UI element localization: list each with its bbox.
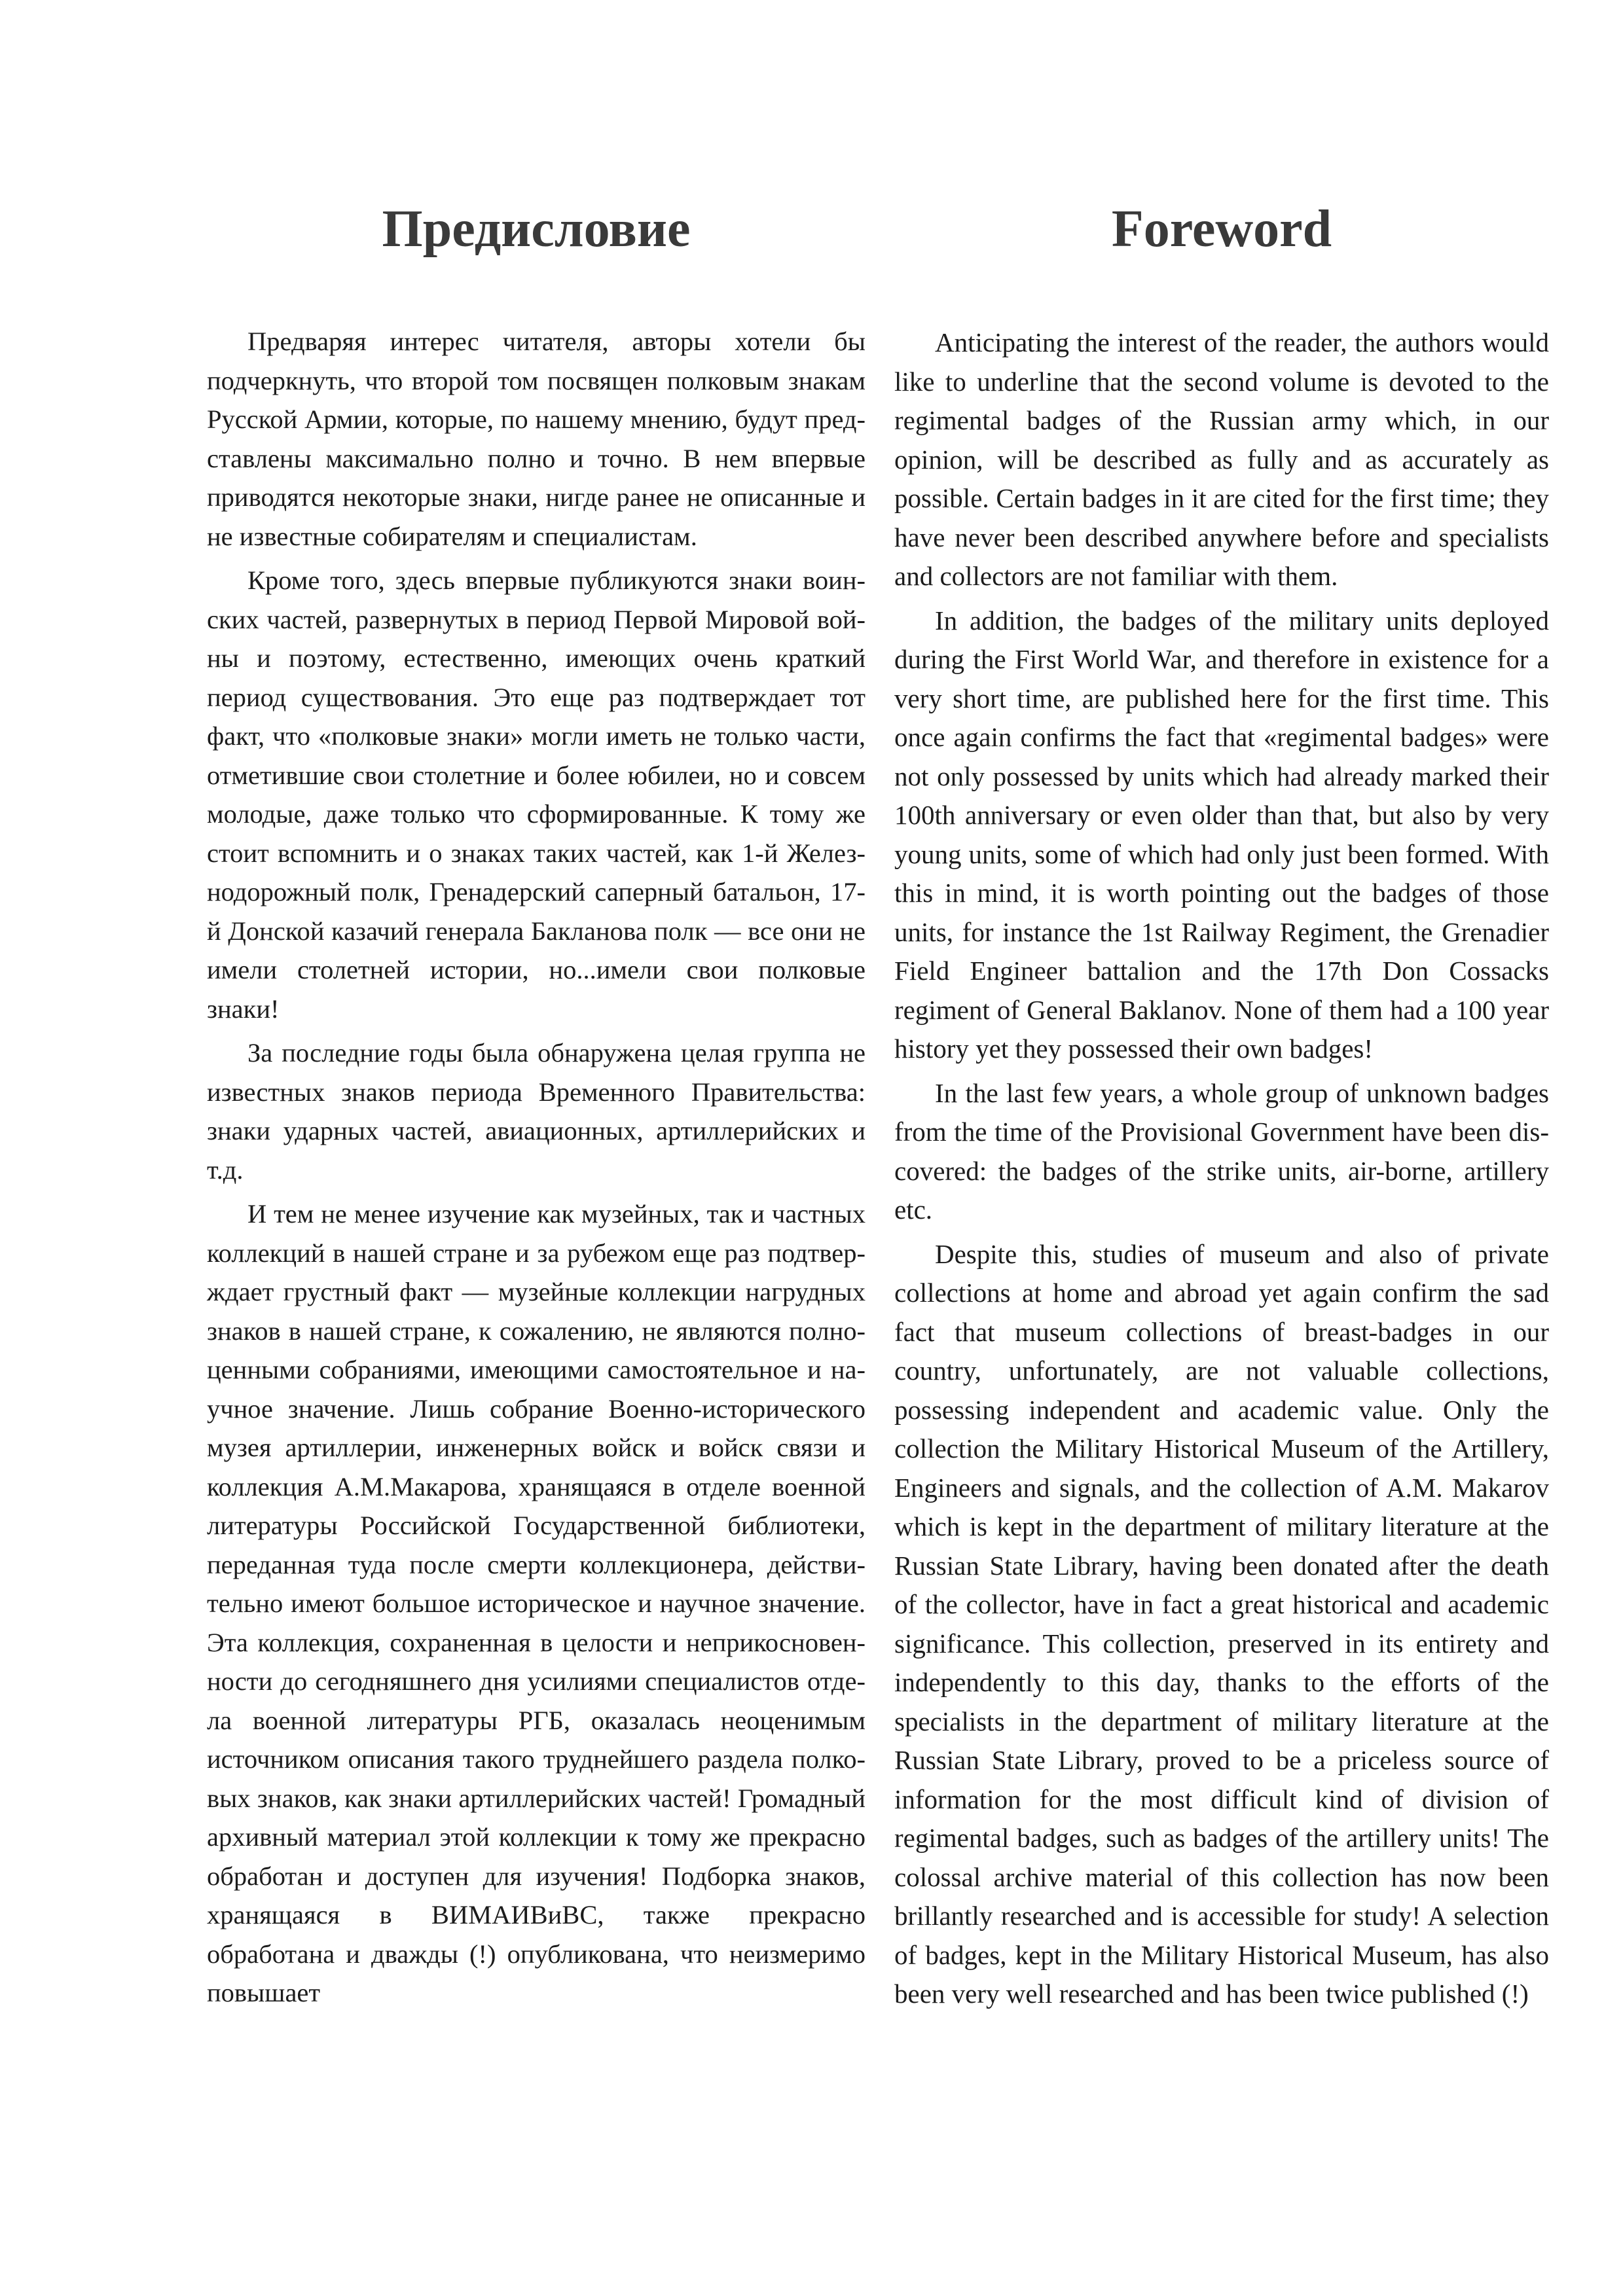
english-paragraph-4: Despite this, studies of museum and also of private collections at home and abroad yet again confirm the sad fact that museum collections of breast-badges in our country, unfortunately, are not valuable collections, possessing independent and academic value. Only the collection the Military Historical Museum of the Artillery, Engineers and signals, and the collection of A.M. Makarov which is kept in the department of military literature at the Russian State Library, having been donated after the death of the collector, have in fact a great historical and academic significance. This collection, preserved in its entirety and independently to this day, thanks to the efforts of the specialists in the department of military literature at the Russian State Library, proved to be a priceless source of information for the most difficult kind of division of regimental badges, such as badges of the artillery units! The colossal archive material of this collection has now been brillantly researched and is accessible for study! A selection of badges, kept in the Military Historical Museum, has also been very well researched and has been twice published (!) [894,1238,1549,2009]
english-title: Foreword [1111,200,1332,258]
english-paragraph-1: Anticipating the interest of the reader, the authors would like to underline that the second volume is devoted to the regimental badges of the Russian army which, in our opinion, will be described as fully and as accurately as possible. Certain badges in it are cited for the first time; they have never been described anywhere before and specialists and collectors are not familiar with them. [894,327,1549,591]
russian-body [207,322,866,2018]
english-paragraph-2: In addition, the badges of the military units deployed during the First World War, and therefore in existence for a very short time, are published here for the first time. This once again confirms the fact that «regimental badges» were not only possessed by units which had already marked their 100th anniversary or even older than that, but also by very young units, some of which had only just been formed. With this in mind, it is worth pointing out the badges of those units, for instance the 1st Railway Regiment, the Grenadier Field Engineer battalion and the 17th Don Cossacks regiment of General Baklanov. None of them had a 100 year history yet they possessed their own badges! [894,605,1549,1064]
russian-title: Предисловие [382,200,691,258]
russian-paragraph-1: Предваряя интерес читателя, авторы хотели бы подчеркнуть, что второй том посвящен полковым знакам Русской Армии, которые, по нашему мнению, будут представлены максимально полно и точно. В нем впервые приводятся некоторые знаки, нигде ранее не описанные и не известные собирателям и специалистам. [207,327,866,551]
russian-paragraph-4: И тем не менее изучение как музейных, так и частных коллекций в нашей стране и за рубежом еще раз подтверждает грустный факт — музейные коллекции нагрудных знаков в нашей стране, к сожалению, не являются полноценными собраниями, имеющими самостоятельное и научное значение. Лишь собрание Военно-исторического музея артиллерии, инженерных войск и войск связи и коллекция А.М.Макарова, хранящаяся в отделе военной литературы Российской Государственной библиотеки, переданная туда после смерти коллекционера, действительно имеют большое историческое и научное значение. Эта коллекция, сохраненная в целости и неприкосновенности до сегодняшнего дня усилиями специалистов отдела военной литературы РГБ, оказалась неоценимым источником описания такого труднейшего раздела полковых знаков, как знаки артиллерийских частей! Громадный архивный материал этой коллекции к тому же прекрасно обработан и доступен для изучения! Подборка знаков, хранящаяся в ВИМАИВиВС, также прекрасно обработана и дважды (!) опубликована, что неизмеримо повышает [207,1199,866,2007]
russian-paragraph-2: Кроме того, здесь впервые публикуются знаки воинских частей, развернутых в период Первой Мировой войны и поэтому, естественно, имеющих очень краткий период существования. Это еще раз подтверждает тот факт, что «полковые знаки» могли иметь не только части, отметившие свои столетние и более юбилеи, но и совсем молодые, даже только что сформированные. К тому же стоит вспомнить и о знаках таких частей, как 1-й Железнодорожный полк, Гренадерский саперный батальон, 17-й Донской казачий генерала Бакланова полк — все они не имели столетней истории, но...имели свои полковые знаки! [207,565,866,1024]
russian-paragraph-3: За последние годы была обнаружена целая группа не известных знаков периода Временного Правительства: знаки ударных частей, авиационных, артиллерийских и т.д. [207,1038,866,1185]
english-body [894,323,1549,2019]
english-paragraph-3: In the last few years, a whole group of unknown badges from the time of the Provisional Government have been discovered: the badges of the strike units, air-borne, artillery etc. [894,1077,1549,1225]
